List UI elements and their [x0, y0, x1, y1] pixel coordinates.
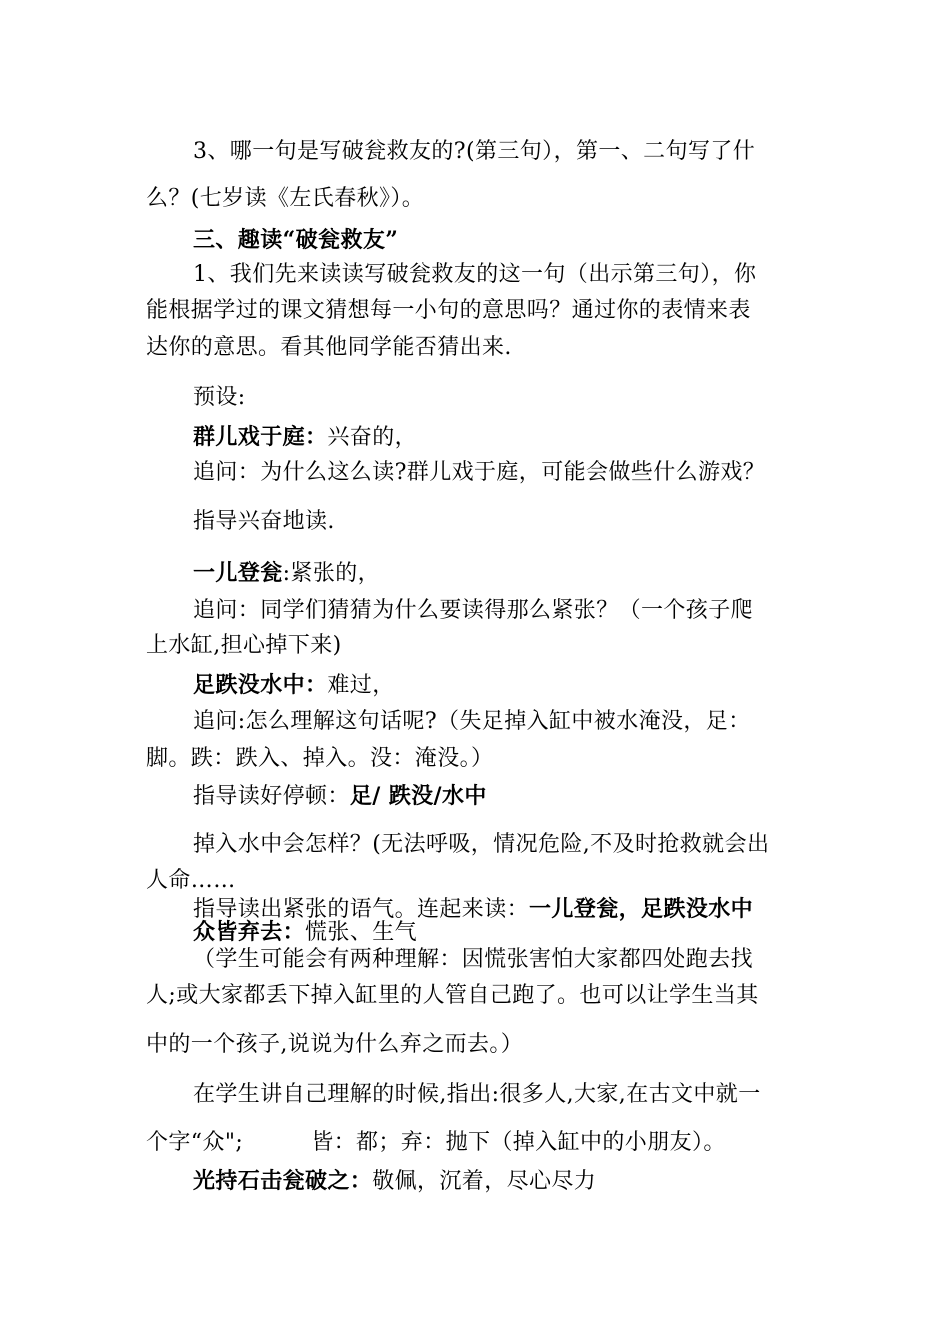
follow-up-2-line-1: 追问：同学们猜猜为什么要读得那么紧张？（一个孩子爬: [193, 598, 754, 623]
section-heading: 三、趣读“破瓮救友”: [193, 227, 399, 253]
sentence-2: [193, 558, 380, 589]
explanation-2-line-1: 在学生讲自己理解的时候,指出:很多人,大家,在古文中就一: [193, 1082, 761, 1107]
follow-up-1: 追问：为什么这么读?群儿戏于庭，可能会做些什么游戏？: [193, 460, 766, 485]
sentence-4: [193, 917, 417, 948]
combined-reading-phrase: 一儿登瓮，足跌没水中: [529, 896, 754, 922]
sentence-5-tone: 敬佩，沉着，尽心尽力: [372, 1169, 597, 1194]
explanation-2-part-1: 个字“众";: [146, 1130, 244, 1155]
explanation-2-part-2: 皆：都；弃：抛下（掉入缸中的小朋友）。: [311, 1130, 726, 1155]
explanation-1-line-1: （学生可能会有两种理解：因慌张害怕大家都四处跑去找: [193, 947, 754, 972]
follow-up-2-line-2: 上水缸,担心掉下来): [146, 633, 342, 658]
paragraph-1-line-2: 能根据学过的课文猜想每一小句的意思吗？通过你的表情来表: [146, 298, 751, 323]
explanation-1-line-3: 中的一个孩子,说说为什么弃之而去。）: [146, 1032, 524, 1057]
sentence-2-phrase: 一儿登瓮: [193, 560, 283, 586]
explanation-1-line-2: 人;或大家都丢下掉入缸里的人管自己跑了。也可以让学生当其: [146, 983, 759, 1008]
sentence-4-phrase: 众皆弃去：: [193, 919, 306, 945]
combined-reading-text: 指导读出紧张的语气。连起来读：: [193, 897, 530, 922]
sentence-3-phrase: 足跌没水中：: [193, 672, 328, 698]
paragraph-1-line-3: 达你的意思。看其他同学能否猜出来.: [146, 335, 512, 360]
follow-up-3-line-1: 追问:怎么理解这句话呢?（失足掉入缸中被水淹没，足：: [193, 709, 751, 734]
guide-3-pause-marks: 足/ 跌没/水中: [349, 783, 487, 809]
sentence-5-phrase: 光持石击瓮破之：: [193, 1168, 373, 1194]
discussion-line-2: 人命……: [146, 868, 236, 893]
explanation-2-line-2: [146, 1128, 726, 1158]
discussion-line-1: 掉入水中会怎样？(无法呼吸，情况危险,不及时抢救就会出: [193, 832, 770, 857]
guide-1: 指导兴奋地读.: [193, 509, 335, 534]
sentence-3: [193, 670, 395, 701]
sentence-5: [193, 1166, 596, 1197]
sentence-3-tone: 难过，: [327, 673, 395, 698]
sentence-2-tone: :紧张的，: [282, 561, 381, 586]
sentence-4-tone: 慌张、生气: [305, 920, 418, 945]
sentence-1: [193, 422, 417, 453]
sentence-1-tone: 兴奋的，: [327, 425, 418, 450]
question-3-line-1: 3、哪一句是写破瓮救友的?(第三句），第一、二句写了什: [193, 139, 756, 164]
guide-3-text: 指导读好停顿：: [193, 784, 350, 809]
preset-label: 预设:: [193, 385, 246, 410]
guide-3: [193, 781, 487, 812]
sentence-1-phrase: 群儿戏于庭：: [193, 424, 328, 450]
follow-up-3-line-2: 脚。跌：跌入、掉入。没：淹没。）: [146, 746, 494, 771]
question-3-line-2: 么？(七岁读《左氏春秋》）。: [146, 186, 425, 211]
paragraph-1-line-1: 1、我们先来读读写破瓮救友的这一句（出示第三句），你: [193, 262, 757, 287]
